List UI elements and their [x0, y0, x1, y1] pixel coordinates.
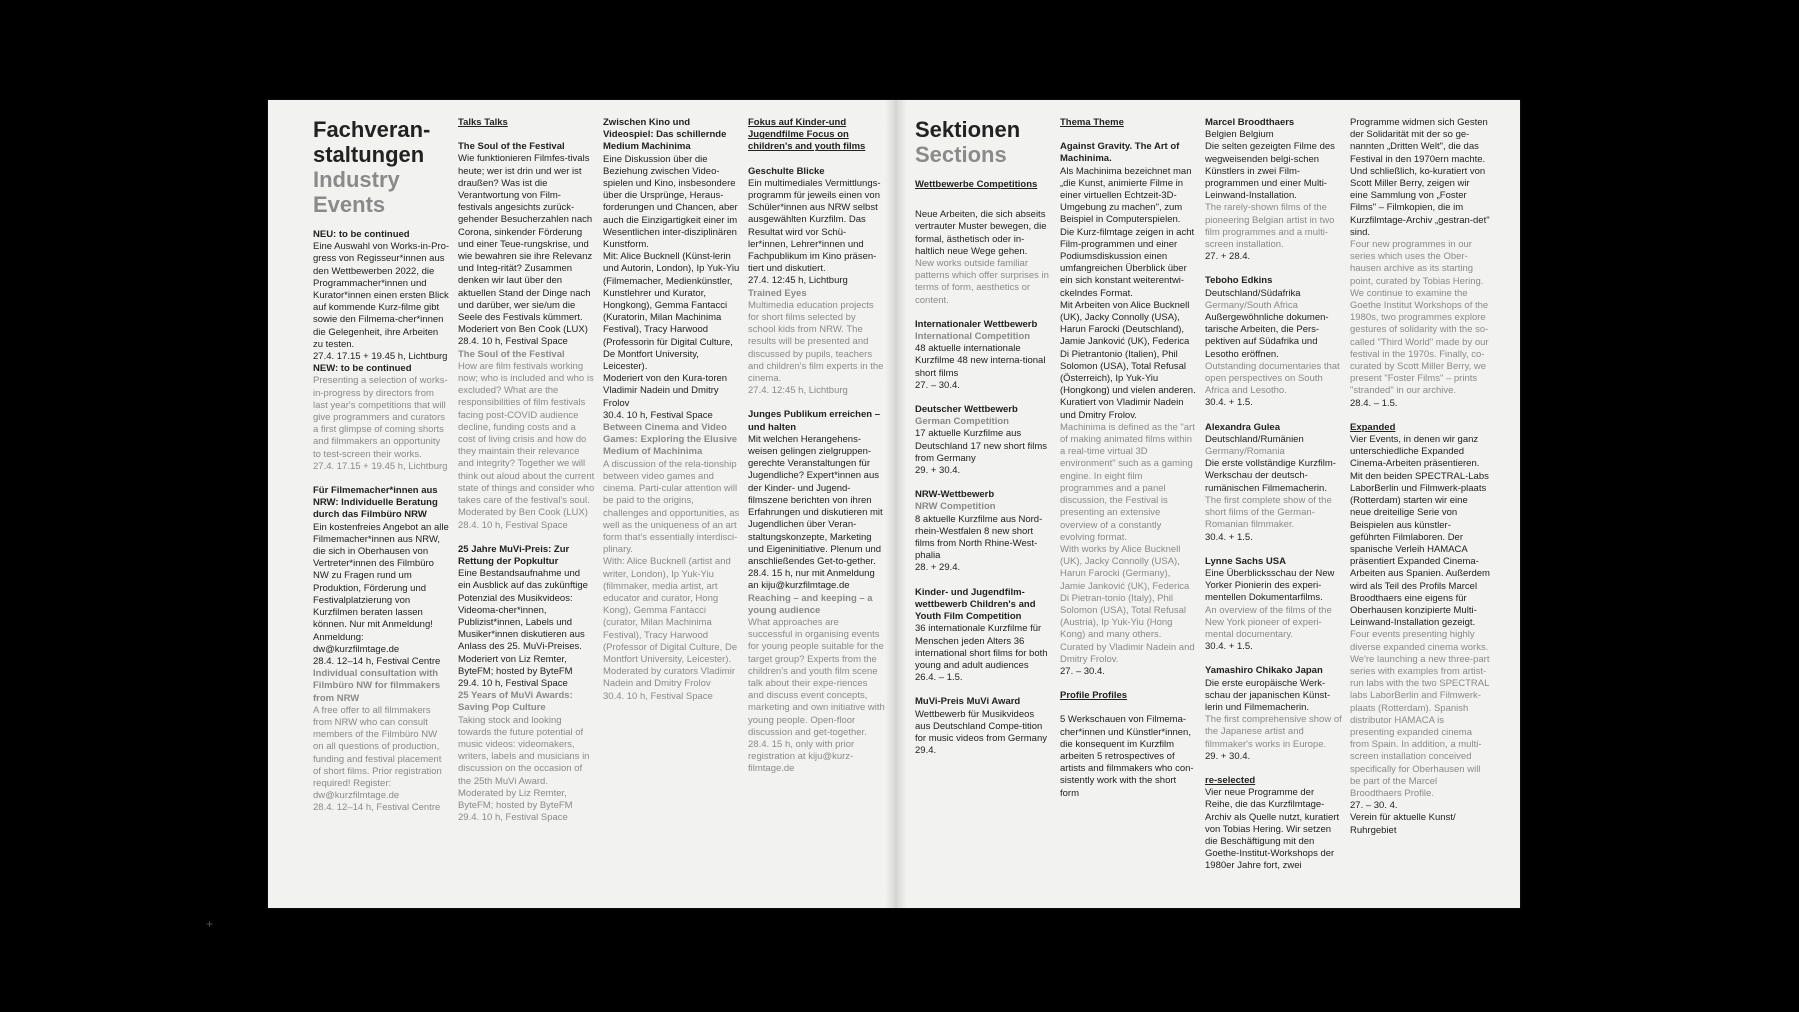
text-block: 30.4. + 1.5. — [1205, 641, 1253, 653]
text-block — [458, 129, 595, 141]
text-block: Vier Events, in denen wir ganz unterschiedliche Expanded Cinema-Arbeiten präsentieren. Mit den beiden SPECTRAL-Labs LaborBerlin und Filmwerk-plaats (Rotterdam) starten wir eine neue dreiteilige Serie von Beispielen aus künstler-geführten Filmlaboren. Der spanische Verleih HAMACA präsentiert Expanded Cinema-Arbeiten aus Spanien. Außerdem wird als Teil des Profils Marcel Broodthaers eine eigens für Oberhausen konzipierte Multi-Leinwand-Installation gezeigt. — [1350, 434, 1490, 629]
text-block: Für Filmemacher*innen aus NRW: Individuelle Beratung durch das Filmbüro NRW — [313, 485, 438, 521]
text-block: Außergewöhnliche dokumen-tarische Arbeiten, die Pers-pektiven auf Südafrika und Lesotho eröffnen. — [1205, 312, 1329, 360]
text-block: Between Cinema and Video Games: Exploring the Elusive Medium of Machinima — [603, 422, 738, 458]
text-block: Mit: Alice Bucknell (Künst-lerin und Autorin, London), Ip Yuk-Yiu (Filmemacher, Medienkünstler, Kunstlehrer und Kurator, Hongkong), Gemma Fantacci (Kuratorin, Milan Machinima Festival), Tracy Harwood (Professorin für Digital Culture, De Montfort University, Leicester). — [603, 251, 740, 373]
text-block: Die erste vollständige Kurzfilm-Werkschau der deutsch-rumänischen Filmemacherin. — [1205, 458, 1336, 494]
text-block: 25 Years of MuVi Awards: Saving Pop Culture — [458, 690, 573, 714]
left-column-3 — [603, 117, 740, 887]
text-block: Die selten gezeigten Filme des wegweisenden belgi-schen Künstlers in zwei Film-programmen und einer Multi-Leinwand-Installation. — [1205, 141, 1335, 202]
text-block: Moderiert von Liz Remter, ByteFM; hosted by ByteFM — [458, 653, 573, 677]
text-block: 29.4. 10 h, Festival Space — [458, 812, 568, 824]
text-block: 30.4. 10 h, Festival Space — [603, 690, 713, 702]
text-block: NEW: to be continued — [313, 363, 412, 375]
text-block: 28.4. 10 h, Festival Space — [458, 519, 568, 531]
text-block: 27. – 30. 4. — [1350, 800, 1398, 812]
text-block: NRW Competition — [915, 501, 996, 513]
text-block — [1060, 678, 1197, 690]
text-block — [1205, 263, 1342, 275]
text-block — [1060, 129, 1197, 141]
text-block: Programme widmen sich Gesten der Solidarität mit der so ge-nannten „Dritten Welt", die das Festival in den 1970ern machte. Und schließlich, ko-kuratiert von Scott Miller Berry, zeigen wir eine Sammlung von „Foster Films" – Filmkopien, die im Kurzfilmtage-Archiv „gestran-det" sind. — [1350, 117, 1490, 238]
text-block: Teboho Edkins — [1205, 275, 1273, 287]
text-block: Against Gravity. The Art of Machinima. — [1060, 141, 1180, 165]
text-block: With works by Alice Bucknell (UK), Jacky Connolly (USA), Harun Farocki (Germany), Jamie Janković (UK), Federica Di Pietran-tonio (Italy), Phil Solomon (USA), Total Refusal (Austria), Ip Yuk-Yiu (Hong Kong) and many others. — [1060, 543, 1190, 641]
text-block: Ein kostenfreies Angebot an alle Filmemacher*innen aus NRW, die sich in Oberhausen von Vertreter*innen des Filmbüro NW zu Fragen rund um Produktion, Förderung und Festivalplatzierung von Kurzfilmen beraten lassen können. Nur mit Anmeldung! Anmeldung: dw@kurzfilmtage.de — [313, 521, 449, 655]
text-block: Fachveran- — [313, 117, 431, 142]
text-block: Eine Überblicksschau der New Yorker Pionierin des experi-mentellen Dokumentarfilms. — [1205, 567, 1335, 604]
page-gutter — [885, 100, 907, 908]
text-block — [915, 684, 1052, 696]
text-block: Germany/South Africa — [1205, 299, 1298, 311]
text-block: Machinima is defined as the "art of making animated films within a real-time virtual 3D environment" such as a gaming engine. In eight film programmes and a panel discussion, the Festival is presenting an extensive overview of a constantly evolving format. — [1060, 421, 1195, 543]
text-block: How are film festivals working now; who is included and who is excluded? What are the responsibilities of film festivals facing post-COVID audience decline, funding costs and a cost of living crisis and how do they maintain their relevance and integrity? Together we will think out aloud about the current state of things and consider who takes care of the festival's soul. — [458, 360, 595, 507]
text-block: NRW-Wettbewerb — [915, 489, 995, 501]
text-block: The first comprehensive show of the Japanese artist and filmmaker's works in Europe. — [1205, 714, 1342, 750]
text-block: Eine Bestandsaufnahme und ein Ausblick auf das zukünftige Potenzial des Musikvideos: Videoma-cher*innen, Publizist*innen, Labels und Musiker*innen diskutieren aus Anlass des 25. MuVi-Preises. — [458, 568, 588, 653]
text-block: Geschulte Blicke — [748, 165, 825, 177]
text-block: Junges Publikum erreichen – und halten — [748, 409, 880, 433]
text-block: 28.4. 15 h, nur mit Anmeldung an kiju@kurzfilmtage.de — [748, 568, 875, 592]
text-block: Verein für aktuelle Kunst/ Ruhrgebiet — [1350, 812, 1456, 836]
text-block: With: Alice Bucknell (artist and writer, London), Ip Yuk-Yiu (filmmaker, media artist, art educator and curator, Hong Kong), Gemma Fantacci (curator, Milan Machinima Festival), Tracy Harwood (Professor of Digital Culture, De Montfort University, Leicester). — [603, 556, 738, 665]
text-block: Belgien Belgium — [1205, 129, 1274, 141]
text-block: 30.4. + 1.5. — [1205, 531, 1253, 543]
text-block: The rarely-shown films of the pioneering Belgian artist in two film programmes and a multi-screen installation. — [1205, 202, 1335, 251]
text-block: Neue Arbeiten, die sich abseits vertrauter Muster bewegen, die formal, ästhetisch oder in-haltlich neue Wege gehen. — [915, 209, 1047, 257]
text-block: 36 internationale Kurzfilme für Menschen jeden Alters 36 international short films for both young and adult audiences — [915, 623, 1048, 671]
text-block: A discussion of the rela-tionship between video games and cinema. Parti-cular attention will be paid to the origins, challenges and opportunities, as well as the uniqueness of an art form that's essentially interdisci-plinary. — [603, 458, 740, 556]
text-block: What approaches are successful in organising events for young people suitable for the target group? Experts from the children's and youth film scene talk about their expe-riences and discuss event concepts, marketing and own initiative with young people. Open-floor discussion and get-together. — [748, 616, 885, 738]
text-block: Taking stock and looking towards the future potential of music videos: videomakers, writers, labels and musicians in discussion on the occasion of the 25th MuVi Award. — [458, 714, 590, 787]
text-block — [915, 191, 1052, 209]
text-block: Multimedia education projects for short films selected by school kids from NRW. The results will be presented and discussed by pupils, teachers and children's film experts in the cinema. — [748, 299, 884, 385]
text-block: Presenting a selection of works-in-progress by directors from last year's competitions that will give programmers and curators a first glimpse of coming shorts and filmmakers an opportunity to test-screen their works. — [313, 375, 448, 460]
text-block — [1205, 544, 1342, 556]
text-block — [748, 154, 885, 166]
text-block: 17 aktuelle Kurzfilme aus Deutschland 17 new short films from Germany — [915, 428, 1048, 464]
text-block: Events — [313, 192, 386, 217]
text-block: Moderated by Liz Remter, ByteFM; hosted by ByteFM — [458, 787, 573, 811]
text-block: Die erste europäische Werk-schau der japanischen Künst-lerin und Filmemacherin. — [1205, 677, 1331, 713]
text-block: Sections — [915, 142, 1007, 167]
text-block: 28.4. – 1.5. — [1350, 397, 1398, 409]
text-block: 29. + 30.4. — [915, 465, 961, 477]
text-block: 8 aktuelle Kurzfilme aus Nord-rhein-Westfalen 8 new short films from North Rhine-West-phalia — [915, 513, 1043, 562]
text-block: Yamashiro Chikako Japan — [1205, 665, 1323, 677]
text-block: Talks Talks — [458, 117, 508, 128]
text-block: 28. + 29.4. — [915, 562, 961, 574]
text-block: An overview of the films of the New York pioneer of experi-mental documentary. — [1205, 604, 1332, 640]
right-column-4 — [1350, 117, 1490, 887]
text-block: Trained Eyes — [748, 287, 807, 299]
right-column-3 — [1205, 117, 1342, 887]
text-block: Four events presenting highly diverse expanded cinema works. We're launching a new three-part series with examples from artist-run labs with the two SPECTRAL labs LaborBerlin and Filmwerk-plaats (Rotterdam). Spanish distributor HAMACA is presenting expanded cinema from Spain. In addition, a multi-screen installation conceived specifically for Oberhausen will be part of the Marcel Broodthaers Profile. — [1350, 629, 1490, 799]
text-block: Reaching – and keeping – a young audience — [748, 592, 873, 616]
text-block: re-selected — [1205, 774, 1256, 786]
text-block — [748, 397, 885, 409]
text-block: 25 Jahre MuVi-Preis: Zur Rettung der Popkultur — [458, 543, 570, 567]
text-block: Mit Arbeiten von Alice Bucknell (UK), Jacky Connolly (USA), Harun Farocki (Deutschland), Jamie Janković (UK), Federica Di Pietrantonio (Italien), Phil Solomon (USA), Total Refusal (Österreich), Ip Yuk-Yiu (Hongkong) und vielen anderen. — [1060, 299, 1196, 397]
text-block: Vier neue Programme der Reihe, die das Kurzfilmtage-Archiv als Quelle nutzt, kuratiert von Tobias Hering. Wir setzen die Beschäftigung mit den Goethe-Institut-Workshops der 1980er Jahre fort, zwei — [1205, 787, 1340, 872]
text-block: Deutschland/Rumänien — [1205, 433, 1304, 445]
text-block: 27.4. 17.15 + 19.45 h, Lichtburg — [313, 460, 448, 472]
text-block: Expanded — [1350, 421, 1396, 433]
text-block: Four new programmes in our series which uses the Ober-hausen archive as its starting point, curated by Tobias Hering. We continue to examine the Goethe Institut Workshops of the 1980s, two programmes explore gestures of solidarity with the so-called "Third World" made by our festival in the 1970s. Finally, co-curated by Scott Miller Berry, we present "Foster Films" – prints "stranded" in our archive. — [1350, 239, 1489, 397]
text-block: 26.4. – 1.5. — [915, 672, 963, 684]
text-block — [915, 167, 1052, 179]
text-block: Individual consultation with Filmbüro NW for filmmakers from NRW — [313, 668, 441, 704]
registration-mark: + — [206, 917, 214, 931]
text-block: Germany/Romania — [1205, 446, 1285, 458]
text-block: 27. – 30.4. — [1060, 665, 1105, 677]
text-block: 27.4. 17.15 + 19.45 h, Lichtburg — [313, 351, 448, 363]
text-block: 28.4. 12–14 h, Festival Centre — [313, 655, 441, 667]
text-block: The Soul of the Festival — [458, 348, 565, 360]
text-block: 28.4. 15 h, only with prior registration at kiju@kurz-filmtage.de — [748, 738, 855, 775]
text-block — [1205, 653, 1342, 665]
text-block — [915, 307, 1052, 319]
text-block: Wettbewerb für Musikvideos aus Deutschland Compe-tition for music videos from Germany — [915, 708, 1047, 744]
text-block: Moderated by Ben Cook (LUX) — [458, 507, 588, 519]
text-block: Fokus auf Kinder-und Jugendfilme Focus on children's and youth films — [748, 117, 866, 153]
text-block: Moderated by curators Vladimir Nadein and Dmitry Frolov — [603, 666, 735, 690]
text-block: The Soul of the Festival — [458, 141, 565, 153]
text-block: Curated by Vladimir Nadein and Dmitry Frolov. — [1060, 641, 1195, 665]
text-block: Outstanding documentaries that open perspectives on South Africa and Lesotho. — [1205, 360, 1340, 397]
text-block: Zwischen Kino und Videospiel: Das schillernde Medium Machinima — [603, 117, 727, 153]
text-block: Sektionen — [915, 117, 1021, 142]
text-block: 29.4. — [915, 745, 937, 757]
text-block: Internationaler Wettbewerb — [915, 318, 1038, 330]
text-block: 28.4. 10 h, Festival Space — [458, 336, 568, 348]
text-block: 30.4. + 1.5. — [1205, 397, 1253, 409]
text-block: 30.4. 10 h, Festival Space — [603, 409, 713, 421]
text-block: Profile Profiles — [1060, 690, 1128, 702]
text-block: 27. – 30.4. — [915, 379, 960, 391]
text-block: Mit welchen Herangehens-weisen gelingen zielgruppen-gerechte Veranstaltungen für Jugendliche? Expert*innen aus der Kinder- und Jugend-filmszene berichten von ihren Erfahrungen und diskutieren mit Jugendlichen über Veran-staltungskonzepte, Marketing und Eigeninitiative. Plenum und anschließendes Get-to-gether. — [748, 433, 883, 567]
text-block: staltungen — [313, 142, 425, 167]
right-column-1 — [915, 117, 1052, 887]
text-block: German Competition — [915, 416, 1009, 428]
text-block: 27.4. 12:45 h, Lichtburg — [748, 275, 848, 287]
magazine-spread — [268, 100, 1520, 908]
left-column-2 — [458, 117, 595, 887]
text-block — [915, 575, 1052, 587]
text-block: Marcel Broodthaers — [1205, 117, 1295, 128]
text-block: Deutschland/Südafrika — [1205, 287, 1301, 299]
text-block: Thema Theme — [1060, 117, 1124, 128]
text-block: Ein multimediales Vermittlungs-programm für jeweils einen von Schüler*innen aus NRW selbst ausgewählten Kurzfilm. Das Resultat wird vor Schü-ler*innen, Lehrer*innen und Fachpublikum im Kino präsen-tiert und diskutiert. — [748, 177, 881, 275]
right-column-2 — [1060, 117, 1197, 887]
text-block: 27.4. 12:45 h, Lichtburg — [748, 385, 848, 397]
left-column-1 — [313, 117, 450, 887]
text-block: 29. + 30.4. — [1205, 750, 1251, 762]
text-block: Wettbewerbe Competitions — [915, 179, 1038, 190]
text-block: Kuratiert von Vladimir Nadein und Dmitry Frolov. — [1060, 397, 1184, 421]
text-block — [458, 532, 595, 544]
text-block: A free offer to all filmmakers from NRW who can consult members of the Filmbüro NW on all questions of production, funding and festival placement of short films. Prior registration required! Register: dw@kurzfilmtage.de — [313, 704, 442, 802]
text-block — [1060, 702, 1197, 714]
text-block: Industry — [313, 167, 400, 192]
text-block: Eine Auswahl von Works-in-Pro-gress von Regisseur*innen aus den Wettbewerben 2022, die Programmacher*innen und Kurator*innen einen ersten Blick auf kommende Kurz-filme gibt sowie den Filmema-cher*innen die Gelegenheit, ihre Arbeiten zu testen. — [313, 241, 450, 350]
text-block: 48 aktuelle internationale Kurzfilme 48 new interna-tional short films — [915, 343, 1046, 379]
text-block: New works outside familiar patterns which offer surprises in terms of form, aesthetics or content. — [915, 258, 1049, 306]
text-block: Kinder- und Jugendfilm-wettbewerb Children's and Youth Film Competition — [915, 586, 1036, 623]
text-block: Alexandra Gulea — [1205, 421, 1280, 433]
text-block — [1350, 410, 1490, 422]
text-block: Moderiert von den Kura-toren Vladimir Nadein und Dmitry Frolov — [603, 373, 728, 409]
text-block: Moderiert von Ben Cook (LUX) — [458, 324, 588, 336]
text-block: NEU: to be continued — [313, 229, 410, 240]
text-block: Eine Diskussion über die Beziehung zwischen Video-spielen und Kino, insbesondere über die Ursprünge, Heraus-forderungen und Chancen, aber auch die Einzigartigkeit einer im Wesentlichen inter-disziplinären Kunstform. — [603, 153, 738, 251]
text-block: Lynne Sachs USA — [1205, 555, 1286, 567]
text-block — [915, 477, 1052, 489]
text-block: 29.4. 10 h, Festival Space — [458, 677, 568, 689]
text-block — [1205, 410, 1342, 422]
text-block: The first complete show of the short films of the German-Romanian filmmaker. — [1205, 494, 1332, 531]
text-block: MuVi-Preis MuVi Award — [915, 696, 1021, 708]
left-column-4 — [748, 117, 885, 887]
text-block — [313, 217, 450, 229]
text-block: 27. + 28.4. — [1205, 251, 1251, 263]
text-block — [313, 473, 450, 485]
text-block: 5 Werkschauen von Filmema-cher*innen und Künstler*innen, die konsequent im Kurzfilm arbeiten 5 retrospectives of artists and filmmakers who con-sistently work with the short form — [1060, 714, 1194, 799]
text-block — [1205, 763, 1342, 775]
text-block: International Competition — [915, 331, 1031, 343]
text-block: Deutscher Wettbewerb — [915, 404, 1018, 416]
text-block: 28.4. 12–14 h, Festival Centre — [313, 802, 441, 814]
text-block: Wie funktionieren Filmfes-tivals heute; wer ist drin und wer ist draußen? Was ist die Verantwortung von Film-festivals angesichts zurück-gehender Besucherzahlen nach Corona, sinkender Förderung und einer Teue-rungskrise, und wie bewahren sie ihre Relevanz und Integ-rität? Zusammen denken wir laut über den aktuellen Stand der Dinge nach und darüber, wer sie/um die Seele des Festivals kümmert. — [458, 153, 593, 324]
text-block: Als Machinima bezeichnet man „die Kunst, animierte Filme in einer virtuellen Echtzeit-3D-Umgebung zu machen", zum Beispiel in Computerspielen. Die Kurz-filmtage zeigen in acht Film-programmen und einer Podiumsdiskussion einen umfangreichen Überblick über ein sich konstant weiterentwi-ckelndes Format. — [1060, 165, 1195, 299]
text-block — [915, 392, 1052, 404]
